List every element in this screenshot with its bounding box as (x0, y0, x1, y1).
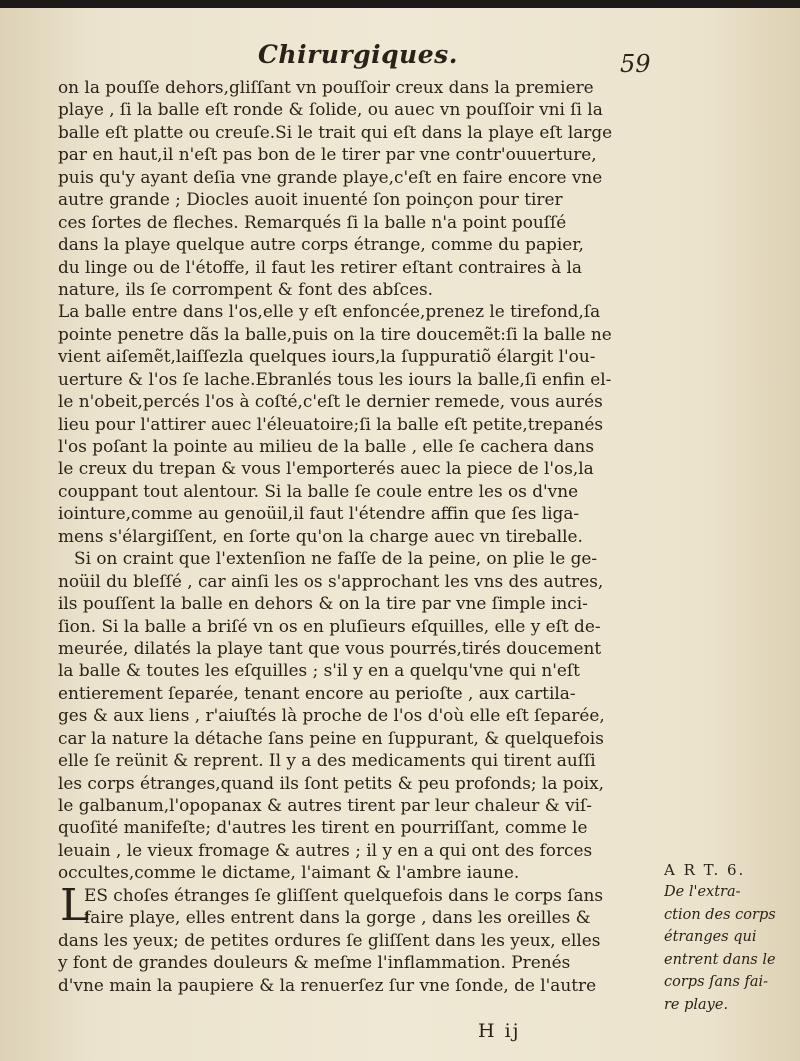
body-text (58, 76, 658, 996)
running-title: Chirurgiques. (258, 40, 458, 69)
text-line: pointe penetre dãs la balle,puis on la tire doucemẽt:ſi la balle ne (58, 323, 612, 344)
text-line: nature, ils ſe corrompent & font des abſces. (58, 278, 434, 299)
text-line: car la nature la détache ſans peine en ſuppurant, & quelquefois (58, 727, 604, 748)
text-line: couppant tout alentour. Si la balle ſe coule entre les os d'vne (58, 480, 579, 501)
text-line: dans les yeux; de petites ordures ſe gliſſent dans les yeux, elles (58, 929, 601, 950)
margin-note-line: ction des corps (664, 906, 776, 923)
text-line: ces ſortes de fleches. Remarqués ſi la balle n'a point pouſſé (58, 211, 567, 232)
text-line: y font de grandes douleurs & meſme l'inflammation. Prenés (58, 952, 571, 973)
text-line: iointure,comme au genoüil,il faut l'étendre affin que ſes liga- (58, 503, 580, 524)
article-number: A R T. 6. (664, 861, 746, 879)
text-line: ſion. Si la balle a briſé vn os en pluſieurs eſquilles, elle y eſt de- (58, 615, 601, 636)
page-number: 59 (620, 50, 651, 78)
text-line: le galbanum,l'opopanax & autres tirent par leur chaleur & viſ- (58, 795, 593, 815)
text-line: noüil du bleſſé , car ainſi les os s'approchant les vns des autres, (58, 570, 604, 591)
text-line: vient aiſemẽt,laiſſezla quelques iours,la ſuppuratiõ élargit l'ou- (58, 346, 596, 367)
text-line: balle eſt platte ou creuſe.Si le trait qui eſt dans la playe eſt large (58, 121, 613, 142)
text-line: le creux du trepan & vous l'emporterés auec la piece de l'os,la (58, 458, 594, 479)
text-line: dans la playe quelque autre corps étrange, comme du papier, (58, 234, 584, 255)
text-line: entierement ſeparée, tenant encore au perioſte , aux cartila- (58, 682, 576, 703)
text-line: par en haut,il n'eſt pas bon de le tirer par vne contr'ouuerture, (58, 144, 597, 165)
margin-note-line: entrent dans le (664, 951, 776, 968)
paragraph-start-line: Si on craint que l'extenſion ne faſſe de la peine, on plie le ge- (74, 548, 598, 569)
margin-note-line: re playe. (664, 996, 729, 1013)
text-line: la balle & toutes les eſquilles ; s'il y en a quelqu'vne qui n'eſt (58, 660, 580, 681)
text-line: elle ſe reünit & reprent. Il y a des medicaments qui tirent auſſi (58, 750, 596, 771)
text-line: quoſité manifeſte; d'autres les tirent en pourriſſant, comme le (58, 817, 588, 838)
text-line: puis qu'y ayant deſia vne grande playe,c'eſt en faire encore vne (58, 166, 603, 187)
margin-note-line: De l'extra- (664, 884, 741, 901)
text-line: occultes,comme le dictame, l'aimant & l'ambre iaune. (58, 862, 520, 883)
text-line: faire playe, elles entrent dans la gorge , dans les oreilles & (84, 907, 591, 928)
paragraph-start-line: La balle entre dans l'os,elle y eſt enfoncée,prenez le tirefond,ſa (58, 301, 601, 322)
text-line: mens s'élargiſſent, en ſorte qu'on la charge auec vn tireballe. (58, 525, 583, 546)
section-opening (58, 879, 658, 931)
text-line: du linge ou de l'étoffe, il faut les retirer eſtant contraires à la (58, 256, 582, 277)
text-line: ges & aux liens , r'aiuſtés là proche de l'os d'où elle eſt ſeparée, (58, 705, 605, 726)
text-line: autre grande ; Diocles auoit inuenté ſon poinçon pour tirer (58, 189, 563, 210)
text-line: d'vne main la paupiere & la renuerſez ſur vne ſonde, de l'autre (58, 974, 597, 995)
drop-capital: L (60, 879, 90, 931)
text-line: meurée, dilatés la playe tant que vous pourrés,tirés doucement (58, 637, 602, 658)
text-line: ES choſes étranges ſe gliſſent quelquefois dans le corps ſans (84, 884, 604, 905)
text-line: uerture & l'os ſe lache.Ebranlés tous les iours la balle,ſi enfin el- (58, 368, 612, 389)
margin-note-line: étranges qui (664, 929, 757, 946)
text-line: leuain , le vieux fromage & autres ; il y en a qui ont des forces (58, 839, 593, 860)
text-line: le n'obeit,percés l'os à coſté,c'eſt le dernier remede, vous aurés (58, 391, 603, 412)
text-line: lieu pour l'attirer auec l'éleuatoire;ſi la balle eſt petite,trepanés (58, 413, 603, 434)
margin-note-line: corps ſans fai- (664, 974, 769, 991)
margin-note (664, 859, 796, 1016)
page-top-shadow (0, 0, 800, 8)
text-line: ils pouſſent la balle en dehors & on la tire par vne ſimple inci- (58, 593, 588, 614)
text-line: playe , ſi la balle eſt ronde & ſolide, ou auec vn pouſſoir vni ſi la (58, 99, 603, 120)
signature-mark: H ij (478, 1020, 521, 1042)
text-line: l'os poſant la pointe au milieu de la balle , elle ſe cachera dans (58, 436, 595, 456)
text-line: les corps étranges,quand ils ſont petits & peu profonds; la poix, (58, 772, 605, 793)
text-line: on la pouſſe dehors,gliſſant vn pouſſoir creux dans la premiere (58, 77, 594, 97)
